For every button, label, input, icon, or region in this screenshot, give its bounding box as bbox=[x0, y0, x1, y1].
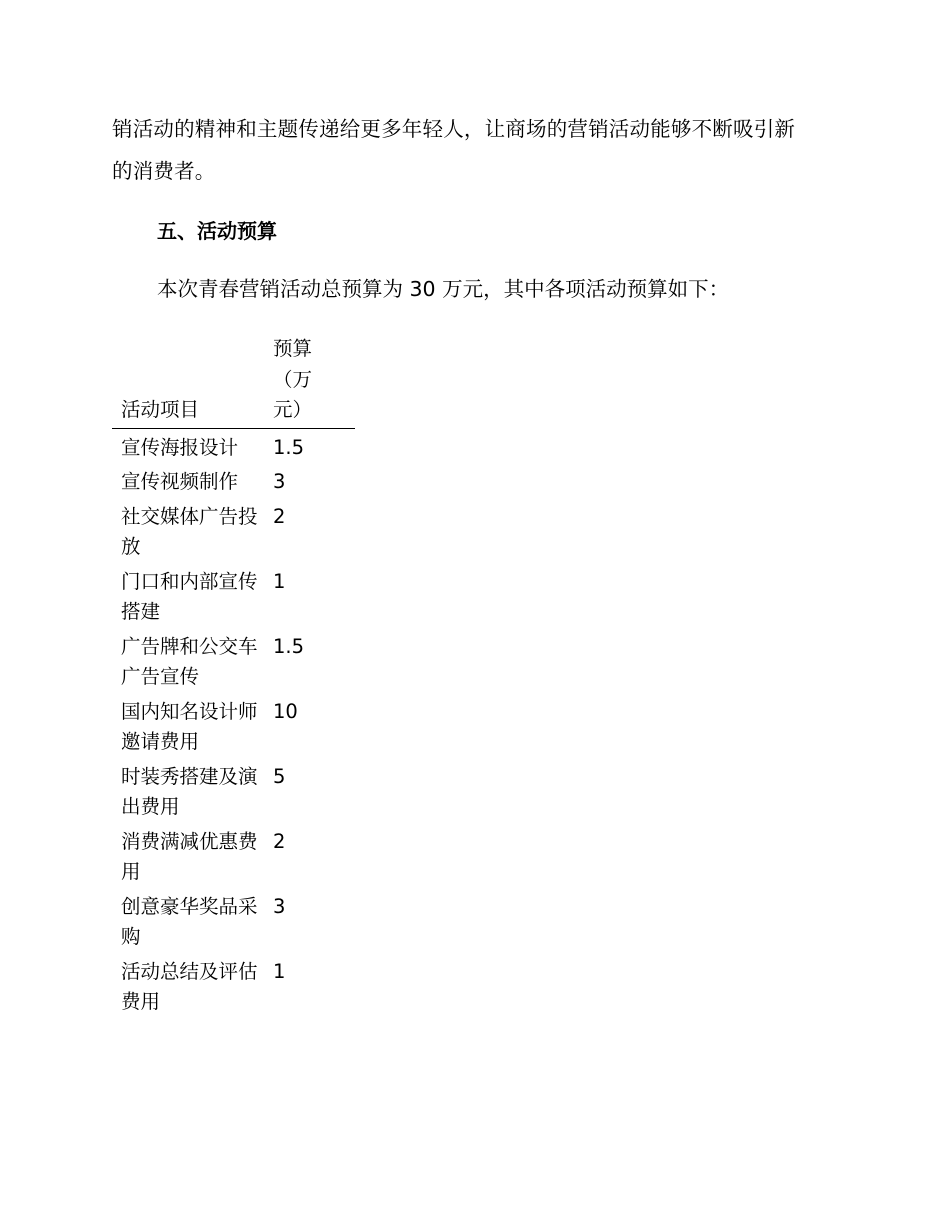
header-activity-item: 活动项目 bbox=[112, 334, 273, 428]
activity-item-cell: 宣传海报设计 bbox=[121, 435, 239, 459]
body-paragraph bbox=[112, 108, 842, 192]
activity-item-cell: 国内知名设计师邀请费用 bbox=[121, 699, 258, 753]
table-row bbox=[112, 563, 355, 628]
budget-cell: 1.5 bbox=[273, 634, 305, 658]
table-row bbox=[112, 953, 355, 1018]
table-row bbox=[112, 758, 355, 823]
budget-table bbox=[112, 334, 355, 1018]
budget-cell: 1.5 bbox=[273, 435, 305, 459]
activity-item-cell: 时装秀搭建及演出费用 bbox=[121, 764, 258, 818]
table-row bbox=[112, 463, 355, 498]
budget-cell: 1 bbox=[273, 569, 286, 593]
budget-cell: 1 bbox=[273, 959, 286, 983]
activity-item-cell: 活动总结及评估费用 bbox=[121, 959, 258, 1013]
paragraph-line-2: 的消费者。 bbox=[112, 159, 216, 183]
paragraph-full-text bbox=[0, 0, 1, 1]
budget-cell: 5 bbox=[273, 764, 286, 788]
table-header-row bbox=[112, 334, 355, 428]
budget-cell: 10 bbox=[273, 699, 298, 723]
activity-item-cell: 宣传视频制作 bbox=[121, 470, 239, 493]
budget-cell: 2 bbox=[273, 504, 286, 528]
table-row bbox=[112, 693, 355, 758]
budget-cell: 2 bbox=[273, 829, 286, 853]
activity-item-cell: 门口和内部宣传搭建 bbox=[121, 569, 258, 623]
section-heading: 五、活动预算 bbox=[157, 219, 277, 243]
paragraph-line-1: 销活动的精神和主题传递给更多年轻人，让商场的营销活动能够不断吸引新 bbox=[112, 117, 796, 141]
budget-cell: 3 bbox=[273, 894, 286, 918]
header-budget: 预算（万元） bbox=[273, 334, 355, 428]
table-row bbox=[112, 428, 355, 463]
budget-cell: 3 bbox=[273, 470, 286, 493]
activity-item-cell: 创意豪华奖品采购 bbox=[121, 894, 258, 948]
table-row bbox=[112, 498, 355, 563]
activity-item-cell: 消费满减优惠费用 bbox=[121, 829, 258, 883]
activity-item-cell: 社交媒体广告投放 bbox=[121, 504, 258, 558]
budget-intro-text: 本次青春营销活动总预算为 30 万元，其中各项活动预算如下： bbox=[157, 277, 730, 301]
table-row bbox=[112, 628, 355, 693]
table-row bbox=[112, 888, 355, 953]
activity-item-cell: 广告牌和公交车广告宣传 bbox=[121, 634, 258, 688]
table-row bbox=[112, 823, 355, 888]
